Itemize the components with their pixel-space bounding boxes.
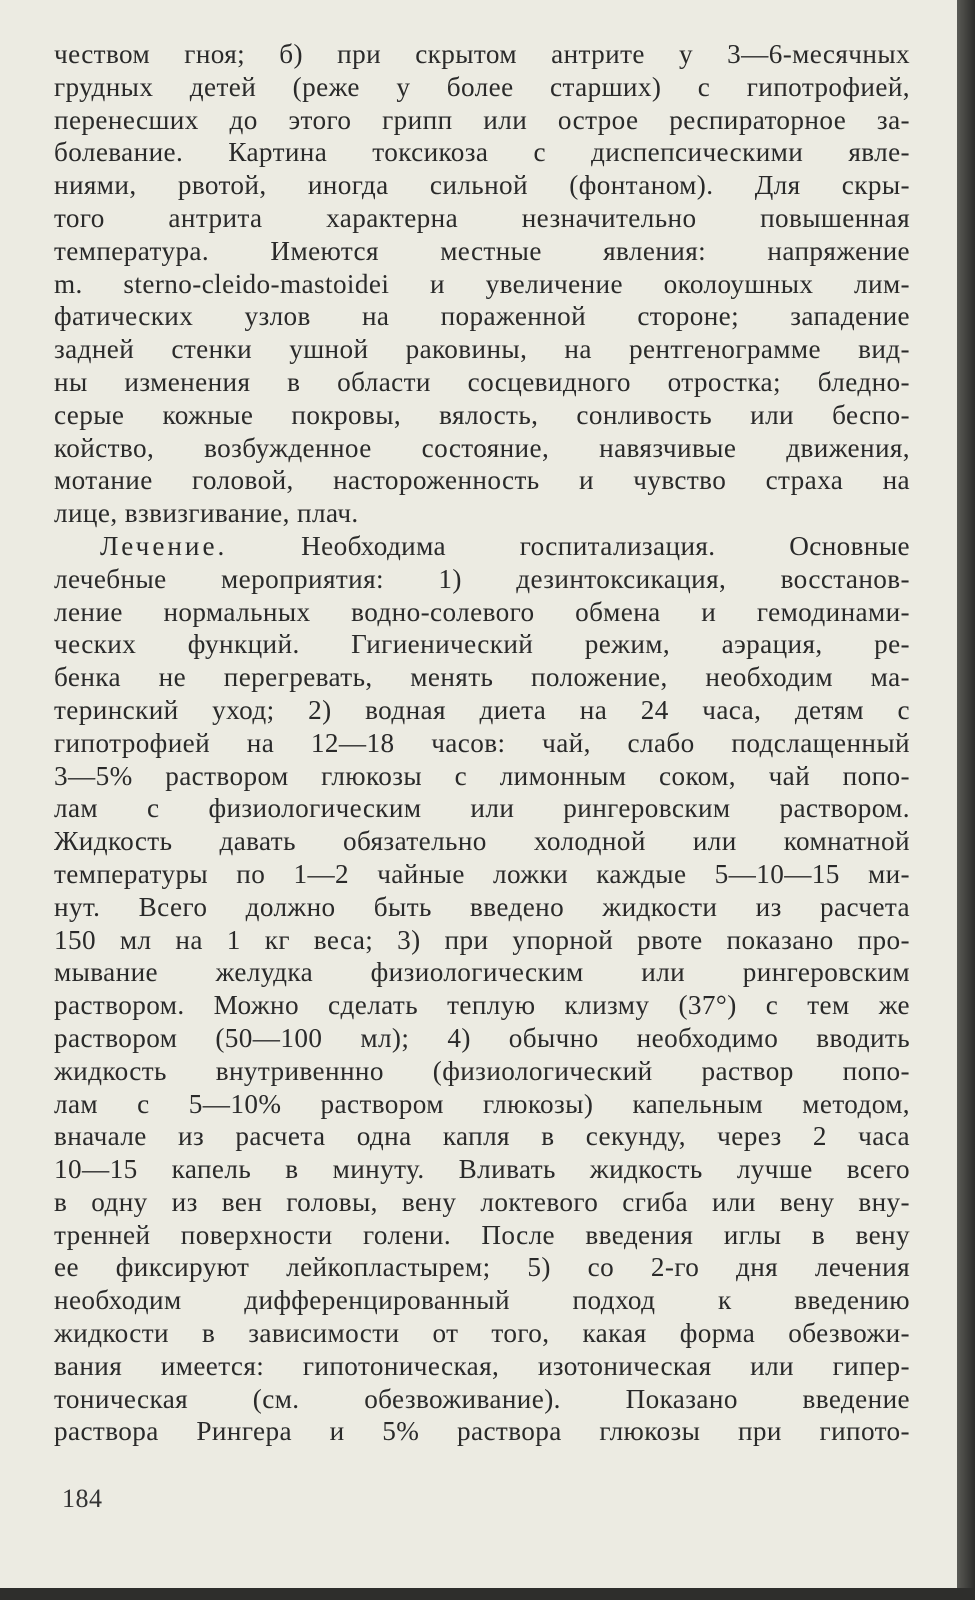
paragraph-treatment [54, 530, 910, 1448]
text-line: серые кожные покровы, вялость, сонливость или беспо- [54, 399, 910, 430]
text-line: тоническая (см. обезвоживание). Показано введение [54, 1383, 910, 1414]
text-line: фатических узлов на пораженной стороне; западение [54, 301, 910, 332]
text-line: необходим дифференцированный подход к введению [54, 1285, 910, 1316]
text-line: Жидкость давать обязательно холодной или комнатной [54, 826, 910, 857]
text-line: ниями, рвотой, иногда сильной (фонтаном). Для скры- [54, 170, 910, 201]
text-line: тренней поверхности голени. После введения иглы в вену [54, 1219, 910, 1250]
text-line: раствора Рингера и 5% раствора глюкозы при гипото- [54, 1416, 910, 1447]
text-line: лечебные мероприятия: 1) дезинтоксикация, восстанов- [54, 563, 910, 594]
text-line: теринский уход; 2) водная диета на 24 часа, детям с [54, 694, 910, 725]
page-bottom-edge [0, 1588, 975, 1600]
text-line: того антрита характерна незначительно повышенная [54, 202, 910, 233]
text-line: вначале из расчета одна капля в секунду, через 2 часа [54, 1121, 910, 1152]
page-number: 184 [62, 1484, 103, 1513]
text-line: 10—15 капель в минуту. Вливать жидкость лучше всего [54, 1154, 910, 1185]
text-line: ческих функций. Гигиенический режим, аэрация, ре- [54, 629, 910, 660]
text-line: лице, взвизгивание, плач. [54, 498, 359, 529]
text-line: раствором (50—100 мл); 4) обычно необходимо вводить [54, 1022, 910, 1053]
treatment-heading: Лечение. [100, 530, 228, 561]
text-line: мотание головой, настороженность и чувство страха на [54, 465, 910, 496]
text-line: грудных детей (реже у более старших) с гипотрофией, [54, 71, 910, 102]
text-line: 3—5% раствором глюкозы с лимонным соком, чай попо- [54, 760, 910, 791]
text-line: ее фиксируют лейкопластырем; 5) со 2-го дня лечения [54, 1252, 910, 1283]
text-line: гипотрофией на 12—18 часов: чай, слабо подслащенный [54, 727, 910, 758]
text-line: жидкость внутривеннно (физиологический раствор попо- [54, 1055, 910, 1086]
text-line: мывание желудка физиологическим или рингеровским [54, 957, 910, 988]
page-text [54, 38, 910, 1448]
text-line: ление нормальных водно-солевого обмена и гемодинами- [54, 596, 910, 627]
text-line: бенка не перегревать, менять положение, необходим ма- [54, 662, 910, 693]
text-line: задней стенки ушной раковины, на рентгенограмме вид- [54, 334, 910, 365]
text-line: 150 мл на 1 кг веса; 3) при упорной рвоте показано про- [54, 924, 910, 955]
text-line: жидкости в зависимости от того, какая форма обезвожи- [54, 1318, 910, 1349]
text-line: ны изменения в области сосцевидного отростка; бледно- [54, 366, 910, 397]
text-line: перенесших до этого грипп или острое респираторное за- [54, 104, 910, 135]
text-line: m. sterno-cleido-mastoidei и увеличение околоушных лим- [54, 268, 910, 299]
text-line: нут. Всего должно быть введено жидкости из расчета [54, 891, 910, 922]
text-line: койство, возбужденное состояние, навязчивые движения, [54, 432, 910, 463]
paragraph-symptoms [54, 38, 910, 530]
text-line: чеством гноя; б) при скрытом антрите у 3—6-месячных [54, 39, 910, 69]
text-line: вания имеется: гипотоническая, изотоническая или гипер- [54, 1350, 910, 1381]
text-line: температуры по 1—2 чайные ложки каждые 5—10—15 ми- [54, 858, 910, 889]
text-line: лам с 5—10% раствором глюкозы) капельным методом, [54, 1088, 910, 1119]
page-edge-shadow [957, 0, 975, 1600]
text-line: болевание. Картина токсикоза с диспепсическими явле- [54, 137, 910, 168]
text-line: температура. Имеются местные явления: напряжение [54, 235, 910, 266]
text-line: раствором. Можно сделать теплую клизму (37°) с тем же [54, 990, 910, 1021]
text-line: в одну из вен головы, вену локтевого сгиба или вену вну- [54, 1186, 910, 1217]
treatment-first-line [54, 530, 910, 563]
text-line: лам с физиологическим или рингеровским раствором. [54, 793, 910, 824]
text-fragment: Необходима госпитализация. Основные [301, 530, 910, 561]
